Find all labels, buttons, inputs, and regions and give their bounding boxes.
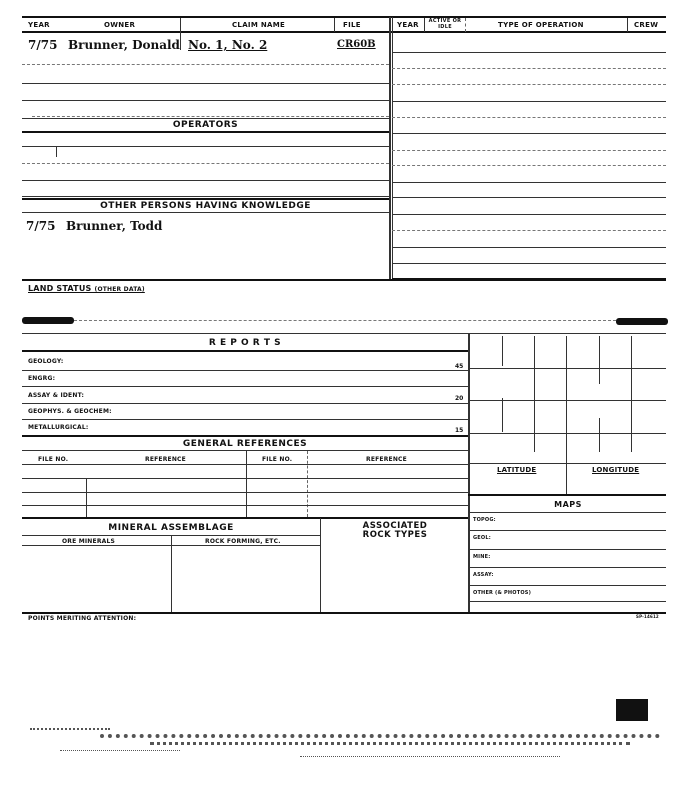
- reports-title-rule: [22, 350, 468, 352]
- maps-line-4: [468, 585, 666, 586]
- grid-line-4: [468, 463, 666, 464]
- mineral-ore: ORE MINERALS: [62, 538, 116, 545]
- ops-line-3: [392, 84, 666, 85]
- scan-noise-4: [60, 750, 180, 751]
- ops-line-1: [392, 52, 666, 53]
- maps-top-rule: [468, 494, 666, 496]
- gr-col-file-no-2: FILE NO.: [262, 456, 293, 463]
- maps-line-2: [468, 549, 666, 550]
- lon-grid-2: [631, 336, 632, 452]
- points-meriting-attention: POINTS MERITING ATTENTION:: [28, 615, 137, 622]
- claim-divider: [334, 18, 335, 32]
- form-number: SP-14612: [636, 614, 659, 619]
- crew-divider: [627, 18, 628, 32]
- scan-noise-2: [100, 734, 660, 738]
- gr-line-1: [22, 478, 468, 479]
- ops-line-8: [392, 165, 666, 166]
- other-persons-top-rule: [22, 198, 389, 200]
- maps-geol: GEOL:: [473, 535, 491, 541]
- owner-line-2: [22, 64, 389, 65]
- assoc-rock-types: [322, 522, 468, 540]
- ink-smudge-left: [22, 317, 74, 324]
- header-type-of-operation: TYPE OF OPERATION: [498, 21, 584, 29]
- active-divider: [465, 18, 466, 32]
- operators-line-1: [22, 146, 389, 147]
- report-line-1: [22, 370, 468, 371]
- header-file: FILE: [343, 21, 361, 29]
- footer-rule: [22, 612, 666, 614]
- header-claim-name: CLAIM NAME: [232, 21, 286, 29]
- scan-noise-1: [30, 728, 110, 730]
- latitude-label: LATITUDE: [497, 466, 537, 474]
- report-line-2: [22, 386, 468, 387]
- report-assay-num: 20: [455, 395, 464, 402]
- general-references-title: GENERAL REFERENCES: [182, 439, 308, 449]
- header-bottom-rule: [22, 31, 666, 33]
- operators-line-3: [22, 180, 389, 181]
- header-year-2: YEAR: [397, 21, 419, 29]
- operators-line-2: [22, 163, 389, 164]
- header-crew: CREW: [634, 21, 659, 29]
- owner-divider: [180, 18, 181, 50]
- gr-divider-mid: [246, 451, 247, 517]
- lat-grid-2: [534, 336, 535, 452]
- header-active-idle: ACTIVE OR IDLE: [428, 18, 462, 30]
- maps-title-rule: [468, 512, 666, 513]
- report-line-4: [22, 419, 468, 420]
- gr-divider-right: [307, 451, 308, 517]
- longitude-label: LONGITUDE: [592, 466, 640, 474]
- ops-line-7: [392, 150, 666, 151]
- lat-grid-1: [502, 336, 503, 366]
- lat-grid-3: [502, 398, 503, 432]
- ops-line-12: [392, 230, 666, 231]
- grid-line-3: [468, 433, 666, 434]
- ops-line-2: [392, 68, 666, 69]
- ink-smudge-right: [616, 318, 668, 325]
- record-file: CR60B: [337, 39, 376, 50]
- maps-line-3: [468, 567, 666, 568]
- maps-title: MAPS: [554, 500, 582, 509]
- report-line-3: [22, 403, 468, 404]
- report-assay-label: ASSAY & IDENT:: [28, 392, 85, 399]
- other-persons-name: Brunner, Todd: [66, 219, 163, 233]
- grid-line-2: [468, 400, 666, 401]
- land-status-top-rule: [22, 279, 666, 281]
- land-status-line: [74, 320, 616, 321]
- year-divider: [424, 18, 425, 32]
- land-status-title: [28, 284, 145, 293]
- maps-line-1: [468, 530, 666, 531]
- report-metallurgical-num: 15: [455, 427, 464, 434]
- ops-line-14: [392, 263, 666, 264]
- scan-noise-5: [300, 756, 560, 757]
- owner-line-4: [22, 100, 389, 101]
- top-rule: [22, 16, 666, 18]
- maps-other: OTHER (& PHOTOS): [473, 590, 532, 596]
- report-geology-label: GEOLOGY:: [28, 358, 64, 365]
- reports-title: R E P O R T S: [208, 338, 282, 348]
- record-year: 7/75: [28, 38, 58, 52]
- general-references-top-rule: [22, 435, 468, 437]
- mineral-divider: [171, 536, 172, 612]
- grid-line-1: [468, 368, 666, 369]
- operators-line-4: [22, 196, 389, 197]
- main-column-divider-2: [392, 17, 393, 280]
- scan-black-block: [616, 699, 648, 721]
- ops-line-5: [392, 117, 666, 118]
- maps-assay: ASSAY:: [473, 572, 494, 578]
- ops-line-13: [392, 247, 666, 248]
- land-status-label: LAND STATUS: [28, 284, 92, 293]
- lon-grid-1: [599, 336, 600, 384]
- report-engrg-label: ENGRG:: [28, 375, 56, 382]
- assoc-line-1: ASSOCIATED: [362, 521, 428, 531]
- header-year: YEAR: [28, 21, 50, 29]
- gr-col-file-no: FILE NO.: [38, 456, 69, 463]
- other-persons-title-rule: [22, 212, 389, 213]
- operators-title-rule: [22, 131, 389, 133]
- report-geophys-label: GEOPHYS. & GEOCHEM:: [28, 408, 112, 415]
- ops-line-9: [392, 182, 666, 183]
- land-status-sub: (OTHER DATA): [94, 286, 145, 293]
- ops-line-11: [392, 214, 666, 215]
- ops-line-10: [392, 197, 666, 198]
- lat-lon-divider: [566, 336, 567, 494]
- mineral-title: MINERAL ASSEMBLAGE: [108, 523, 234, 533]
- lon-grid-3: [599, 418, 600, 452]
- scan-noise-3: [150, 742, 630, 745]
- owner-line-5: [32, 116, 389, 117]
- gr-col-reference-2: REFERENCE: [366, 456, 407, 463]
- record-owner: Brunner, Donald: [68, 38, 180, 52]
- mineral-top-rule: [22, 517, 468, 519]
- other-persons-year: 7/75: [26, 219, 56, 233]
- operators-top-rule: [22, 118, 389, 119]
- gr-divider-left: [86, 478, 87, 517]
- gr-line-2: [22, 492, 468, 493]
- general-references-title-rule: [22, 450, 468, 451]
- assoc-line-2: ROCK TYPES: [362, 530, 428, 540]
- report-geology-num: 45: [455, 363, 464, 370]
- maps-line-5: [468, 601, 666, 602]
- operators-title: OPERATORS: [172, 120, 239, 130]
- main-column-divider: [389, 17, 391, 280]
- operators-tick: [56, 147, 57, 157]
- ops-line-6: [392, 133, 666, 134]
- reports-right-divider: [468, 333, 470, 613]
- assoc-divider: [320, 518, 321, 612]
- maps-topog: TOPOG:: [473, 517, 496, 523]
- header-owner: OWNER: [104, 21, 136, 29]
- reports-top-rule: [22, 333, 666, 334]
- gr-header-rule: [22, 464, 468, 465]
- record-claim-name: No. 1, No. 2: [188, 38, 268, 52]
- gr-line-3: [22, 505, 468, 506]
- ops-line-4: [392, 101, 666, 102]
- other-persons-title: OTHER PERSONS HAVING KNOWLEDGE: [100, 201, 311, 211]
- owner-line-3: [22, 83, 389, 84]
- mineral-rock-forming: ROCK FORMING, ETC.: [205, 538, 281, 545]
- report-metallurgical-label: METALLURGICAL:: [28, 424, 89, 431]
- maps-mine: MINE:: [473, 554, 491, 560]
- gr-col-reference: REFERENCE: [145, 456, 186, 463]
